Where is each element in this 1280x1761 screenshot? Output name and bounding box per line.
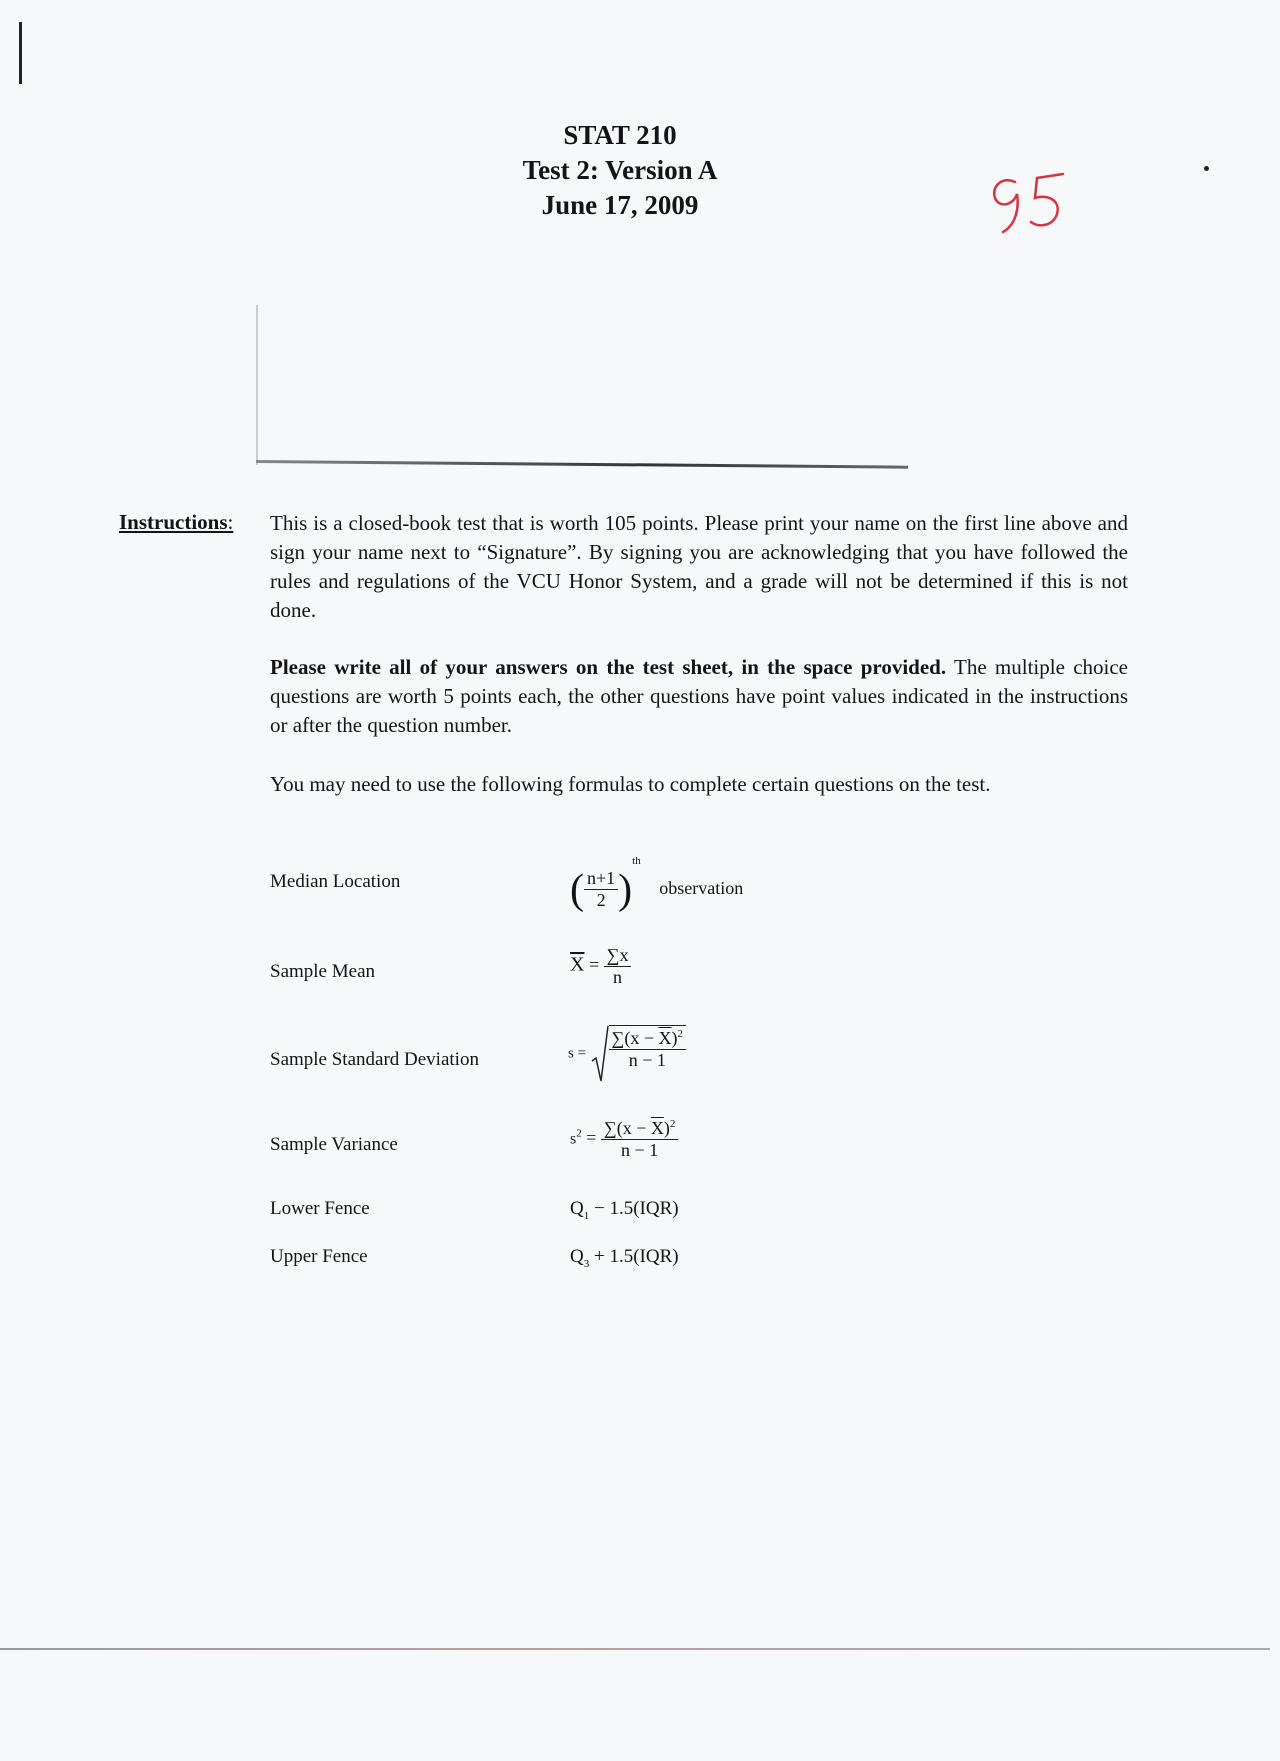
name-box-edge <box>256 305 258 465</box>
formula-expression: $Q_1 - 1.5(IQR)$ <box>570 1198 679 1222</box>
radical-sign-icon <box>591 1025 609 1083</box>
course-title: STAT 210 <box>563 120 677 150</box>
formula-upper-fence <box>270 1246 970 1306</box>
formula-label: Upper Fence <box>270 1246 368 1267</box>
answer-location-instruction: Please write all of your answers on the test sheet, in the space provided. <box>270 655 947 679</box>
grade-95-mark <box>985 168 1075 243</box>
formula-sample-mean <box>270 945 970 1005</box>
test-version: Test 2: Version A <box>522 155 718 185</box>
formula-expression: $s^2$ = $\frac{\sum(x - \overline{X})^2}{n - 1}$ <box>570 1118 678 1161</box>
page-fold-line <box>0 1648 1270 1650</box>
instructions-paragraph-2 <box>270 653 1128 740</box>
formula-sample-variance <box>270 1118 970 1178</box>
square-root: $\frac{\sum(x - \overline{X})^2}{n - 1}$ <box>591 1025 686 1083</box>
handwritten-grade <box>985 168 1075 243</box>
formula-median-location <box>270 855 970 915</box>
formula-label: Sample Standard Deviation <box>270 1049 479 1070</box>
formula-sample-standard-deviation <box>270 1025 970 1085</box>
test-date: June 17, 2009 <box>541 190 699 220</box>
name-signature-line <box>256 460 908 469</box>
formula-label: Sample Variance <box>270 1134 398 1155</box>
formula-expression: $\overline{X}$ = $\frac{\sum x}{n}$ <box>570 945 631 988</box>
formula-label: Lower Fence <box>270 1198 370 1219</box>
formula-expression: s = $\frac{\sum(x - \overline{X})^2}{n - 1}$ <box>568 1025 686 1083</box>
scan-mark-left <box>19 22 22 84</box>
instructions-paragraph-3: You may need to use the following formulas to complete certain questions on the test. <box>270 772 991 796</box>
formula-expression: ( $\frac{n+1}{2}$ )$^{th}$ observation <box>570 855 744 913</box>
instructions-label: Instructions: <box>119 510 234 534</box>
point-values-note: The multiple choice questions are worth 5 points each, the other questions have point values indicated in the instructions or after the question number. <box>270 655 1129 737</box>
formula-label: Median Location <box>270 871 401 892</box>
formula-expression: $Q_3 + 1.5(IQR)$ <box>570 1246 679 1270</box>
instructions-paragraph-1: This is a closed-book test that is worth 105 points. Please print your name on the first line above and sign your name next to “Signature”. By signing you are acknowledging that you have followed the rules and regulations of the VCU Honor System, and a grade will not be determined if this is not done. <box>270 511 1128 622</box>
formula-label: Sample Mean <box>270 961 376 982</box>
